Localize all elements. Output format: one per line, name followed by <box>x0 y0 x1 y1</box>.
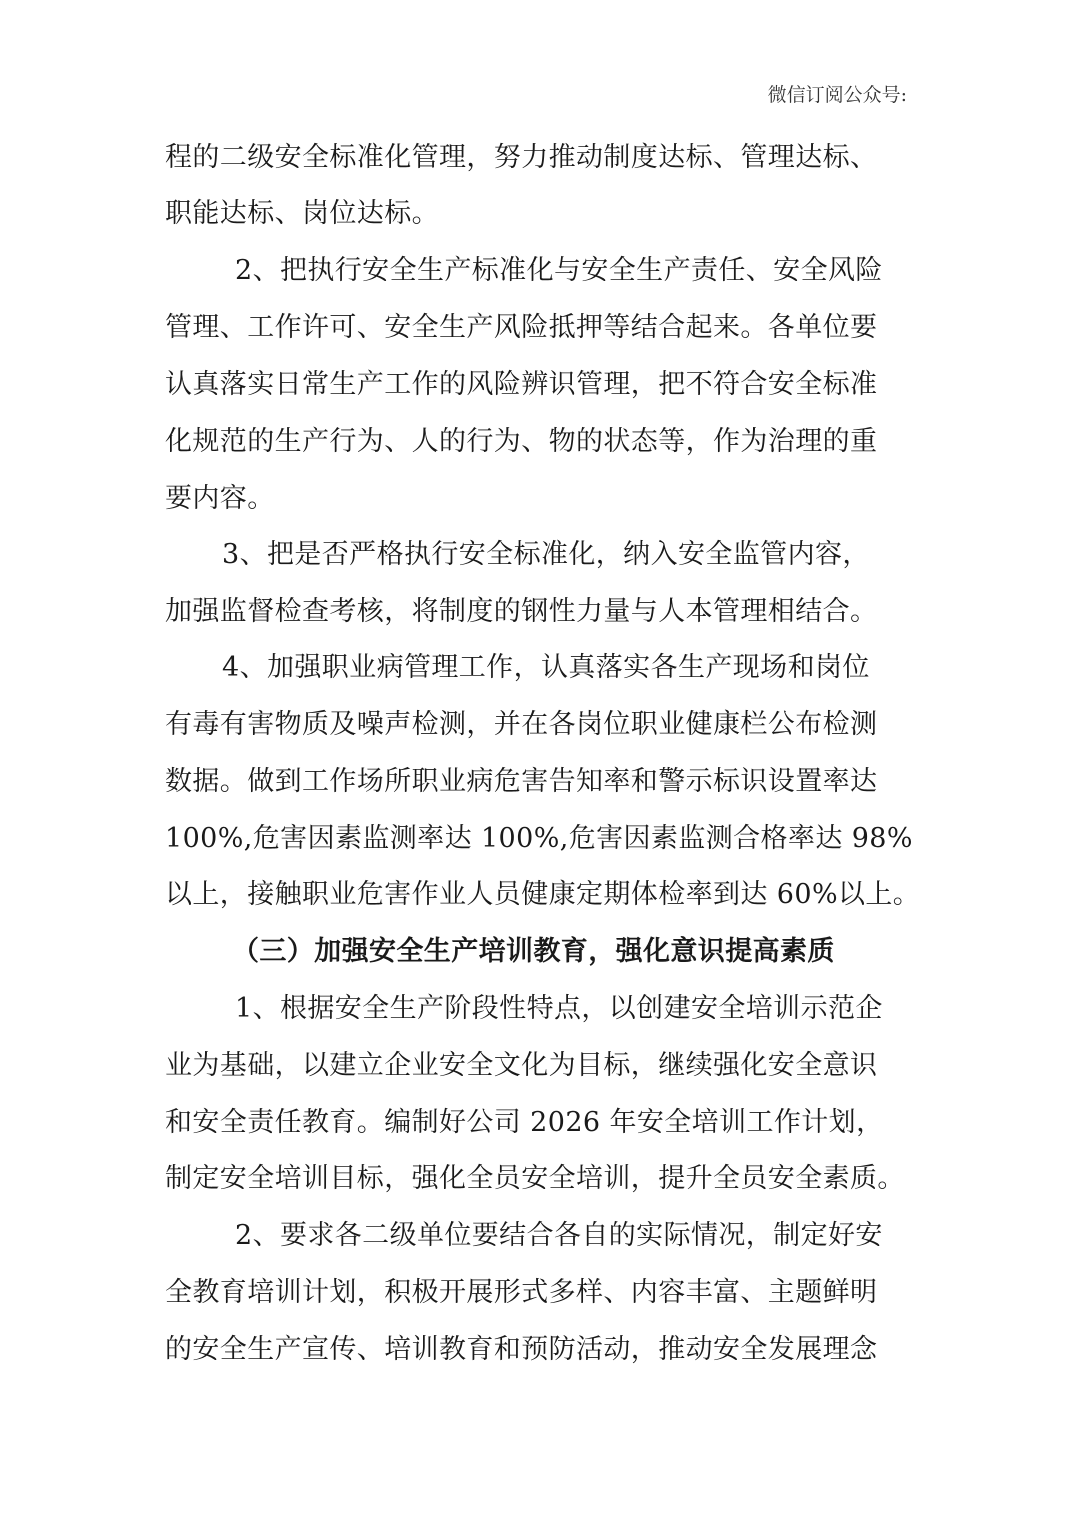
wechat-subscription-note: 微信订阅公众号: <box>767 84 907 106</box>
paragraph-line: 加强监督检查考核，将制度的钢性力量与人本管理相结合。 <box>165 596 878 627</box>
paragraph-line: 程的二级安全标准化管理，努力推动制度达标、管理达标、 <box>165 142 878 173</box>
paragraph-line: 业为基础，以建立企业安全文化为目标，继续强化安全意识 <box>165 1050 878 1081</box>
paragraph-line: 有毒有害物质及噪声检测，并在各岗位职业健康栏公布检测 <box>165 709 878 740</box>
paragraph-line: 2、要求各二级单位要结合各自的实际情况，制定好安 <box>235 1220 883 1251</box>
paragraph-line: 和安全责任教育。编制好公司 2026 年安全培训工作计划， <box>165 1107 884 1138</box>
paragraph-line: 数据。做到工作场所职业病危害告知率和警示标识设置率达 <box>165 766 878 797</box>
paragraph-line: 制定安全培训目标，强化全员安全培训，提升全员安全素质。 <box>165 1163 905 1194</box>
paragraph-line: 化规范的生产行为、人的行为、物的状态等，作为治理的重 <box>165 426 878 457</box>
paragraph-line: 以上，接触职业危害作业人员健康定期体检率到达 60%以上。 <box>165 879 921 910</box>
section-heading: （三）加强安全生产培训教育，强化意识提高素质 <box>232 936 835 967</box>
paragraph-line: 要内容。 <box>165 483 275 514</box>
paragraph-line: 100%,危害因素监测率达 100%,危害因素监测合格率达 98% <box>165 823 913 854</box>
paragraph-line: 职能达标、岗位达标。 <box>165 198 439 229</box>
paragraph-line: 1、根据安全生产阶段性特点，以创建安全培训示范企 <box>235 993 883 1024</box>
paragraph-line: 2、把执行安全生产标准化与安全生产责任、安全风险 <box>235 255 883 286</box>
paragraph-line: 管理、工作许可、安全生产风险抵押等结合起来。各单位要 <box>165 312 878 343</box>
paragraph-line: 4、加强职业病管理工作，认真落实各生产现场和岗位 <box>222 652 870 683</box>
paragraph-line: 全教育培训计划，积极开展形式多样、内容丰富、主题鲜明 <box>165 1277 878 1308</box>
paragraph-line: 3、把是否严格执行安全标准化，纳入安全监管内容， <box>222 539 870 570</box>
paragraph-line: 认真落实日常生产工作的风险辨识管理，把不符合安全标准 <box>165 369 878 400</box>
paragraph-line: 的安全生产宣传、培训教育和预防活动，推动安全发展理念 <box>165 1334 878 1365</box>
